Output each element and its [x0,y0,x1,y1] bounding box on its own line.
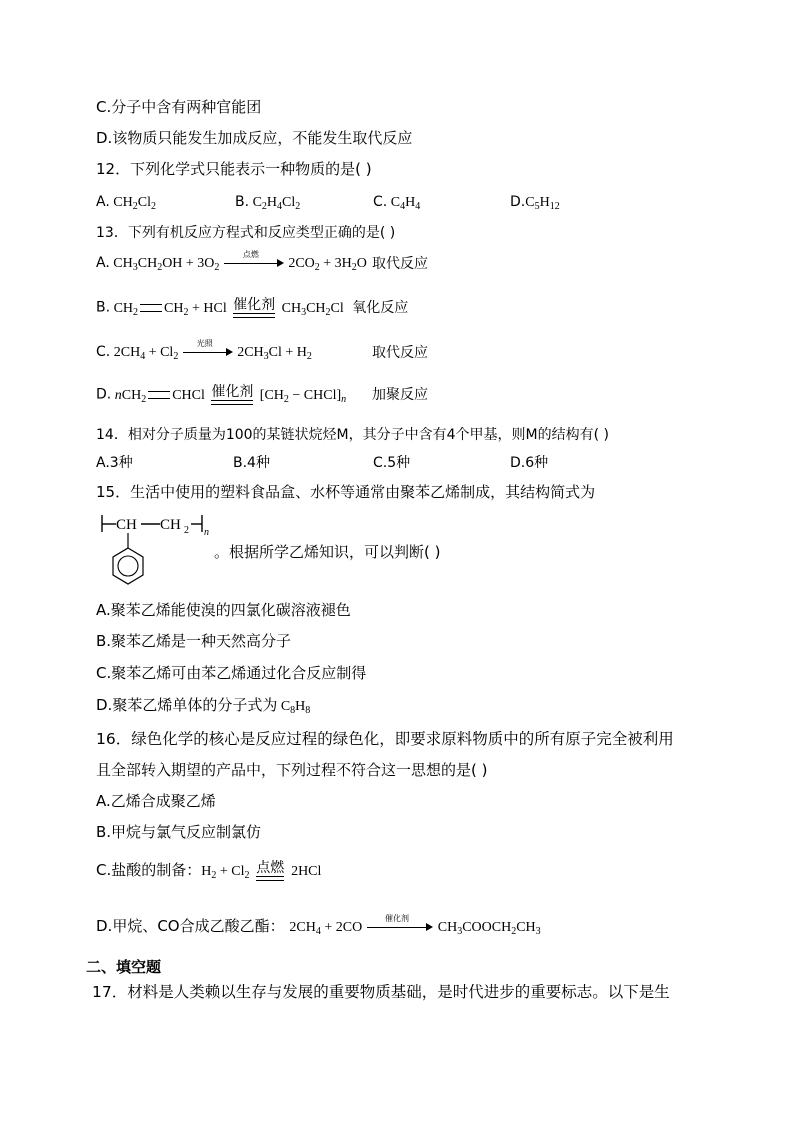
q12-option-b: B. $C_2H_4Cl_2$ [235,194,301,212]
q16-option-d: D.甲烷、CO合成乙酸乙酯： $2CH_4 + 2CO$ 催化剂 $CH_3COOCH_2CH_3$ [96,913,541,937]
section-title: 二、填空题 [86,958,162,976]
q14-option-b: B.4种 [233,455,270,471]
q13-option-c: C. $2CH_4 + Cl_2$ 光照 $2CH_3Cl + H_2$ [96,339,312,362]
q13-b-type: 氧化反应 [352,299,409,316]
catalyst-condition: 催化剂 [233,297,275,318]
q13-a-type: 取代反应 [372,256,428,272]
q13-stem: 13．下列有机反应方程式和反应类型正确的是( ) [96,225,396,241]
q16-option-c: C.盐酸的制备：$H_2 + Cl_2$ 点燃 2HCl [96,860,322,881]
q11-option-c: C.分子中含有两种官能团 [96,98,262,116]
q15-option-c: C.聚苯乙烯可由苯乙烯通过化合反应制得 [96,664,367,682]
q16-option-a: A.乙烯合成聚乙烯 [96,792,216,810]
svg-text:CH: CH [160,517,181,533]
q14-option-a: A.3种 [96,455,133,471]
q15-option-b: B.聚苯乙烯是一种天然高分子 [96,632,292,650]
svg-text:2: 2 [184,525,189,536]
reaction-arrow-icon: 光照 [183,345,233,359]
q15-option-d: D.聚苯乙烯单体的分子式为 $C_8H_8$ [96,696,311,716]
q13-option-b: B. $CH_2$ $CH_2$ + HCl 催化剂 $CH_3CH_2Cl$ 氧化反应 [96,297,409,318]
q12-stem: 12．下列化学式只能表示一种物质的是( ) [96,160,372,178]
q17-stem: 17．材料是人类赖以生存与发展的重要物质基础，是时代进步的重要标志。以下是生 [92,983,670,1001]
q13-d-type: 加聚反应 [372,387,428,403]
q14-stem: 14．相对分子质量为100的某链状烷烃M，其分子中含有4个甲基，则M的结构有( ) [96,427,609,443]
q12-option-a: A. $CH_2Cl_2$ [96,194,156,212]
q16-stem-line1: 16．绿色化学的核心是反应过程的绿色化，即要求原料物质中的所有原子完全被利用 [96,730,674,748]
q16-stem-line2: 且全部转入期望的产品中，下列过程不符合这一思想的是( ) [96,761,488,779]
svg-text:n: n [204,527,209,538]
q12-option-c: C. $C_4H_4$ [373,194,421,212]
q14-option-c: C.5种 [373,455,411,471]
q13-option-a: A. $CH_3CH_2OH + 3O_2$ 点燃 $2CO_2 + 3H_2O$ [96,250,367,273]
q16-option-b: B.甲烷与氯气反应制氯仿 [96,823,262,841]
q11-option-d: D.该物质只能发生加成反应，不能发生取代反应 [96,129,413,147]
q14-option-d: D.6种 [510,455,549,471]
catalyst-condition: 催化剂 [211,384,253,405]
reaction-arrow-icon: 催化剂 [367,920,433,934]
ignite-condition: 点燃 [256,860,284,881]
q15-option-a: A.聚苯乙烯能使溴的四氯化碳溶液褪色 [96,601,351,619]
q13-option-d: D. nCH$_2$ CHCl 催化剂 [$CH_2$ − $CHCl]_n$ [96,384,347,405]
q13-c-type: 取代反应 [372,345,428,361]
reaction-arrow-icon: 点燃 [224,256,284,270]
svg-text:CH: CH [116,517,137,533]
polystyrene-structure-icon [96,508,220,588]
q15-stem: 15．生活中使用的塑料食品盒、水杯等通常由聚苯乙烯制成，其结构简式为 [96,483,596,501]
q15-stem-cont: 。根据所学乙烯知识，可以判断( ) [214,543,441,561]
q12-option-d: $D.C_5H_{12}$ [510,194,560,212]
